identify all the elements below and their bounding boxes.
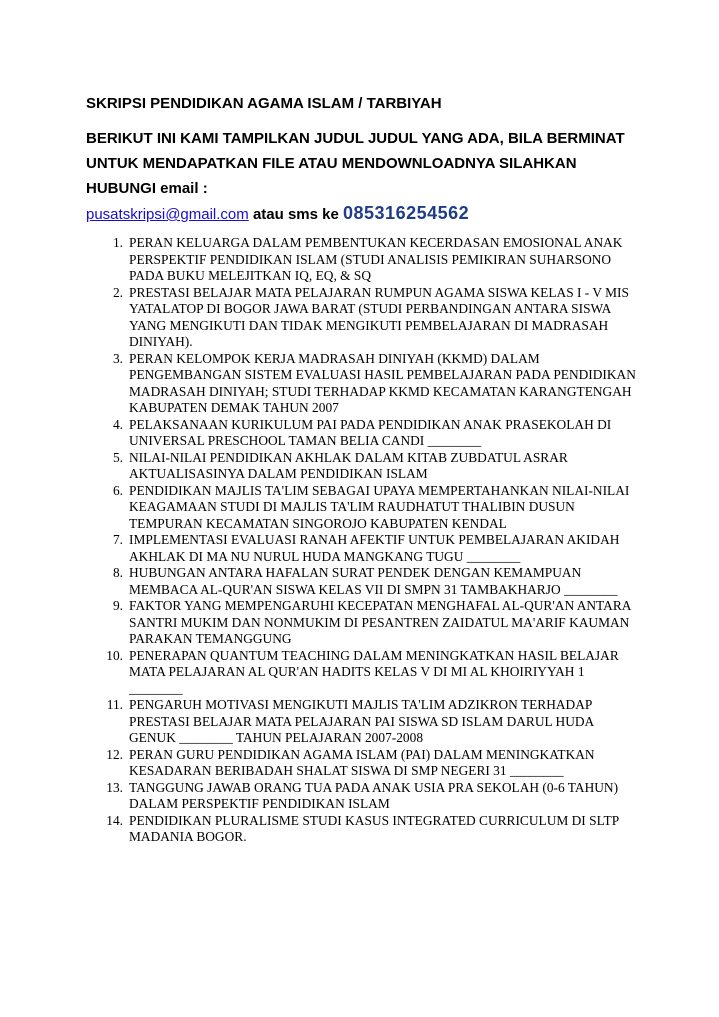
list-item-text: PERAN GURU PENDIDIKAN AGAMA ISLAM (PAI) DALAM MENINGKATKAN KESADARAN BERIBADAH SHALAT SISWA DI SMP NEGERI 31 ________: [129, 746, 595, 778]
intro-connector: atau sms ke: [252, 206, 339, 223]
list-item-text: PERAN KELOMPOK KERJA MADRASAH DINIYAH (KKMD) DALAM PENGEMBANGAN SISTEM EVALUASI HASIL PEMBELAJARAN PADA PENDIDIKAN MADRASAH DINIYAH; STUDI TERHADAP KKMD KECAMATAN KARANGTENGAH KABUPATEN DEMAK TAHUN 2007: [129, 350, 636, 415]
list-item: [86, 483, 636, 533]
list-item-number: 9.: [112, 598, 123, 613]
list-item-number: 5.: [112, 449, 123, 465]
list-item: [86, 697, 636, 747]
intro-text: BERIKUT INI KAMI TAMPILKAN JUDUL JUDUL YANG ADA, BILA BERMINAT UNTUK MENDAPATKAN FILE ATAU MENDOWNLOADNYA SILAHKAN HUBUNGI email :: [86, 130, 625, 197]
list-item-number: 12.: [106, 746, 123, 762]
list-item-text: PELAKSANAAN KURIKULUM PAI PADA PENDIDIKAN ANAK PRASEKOLAH DI UNIVERSAL PRESCHOOL TAMAN BELIA CANDI ________: [129, 416, 612, 448]
list-item: [86, 598, 636, 648]
list-item-number: 6.: [112, 482, 123, 498]
list-item: [86, 285, 636, 351]
list-item-text: FAKTOR YANG MEMPENGARUHI KECEPATAN MENGHAFAL AL-QUR'AN ANTARA SANTRI MUKIM DAN NONMUKIM DI PESANTREN ZAIDATUL MA'ARIF KAUMAN PARAKAN TEMANGGUNG: [129, 598, 631, 646]
list-item-text: PERAN KELUARGA DALAM PEMBENTUKAN KECERDASAN EMOSIONAL ANAK PERSPEKTIF PENDIDIKAN ISLAM (STUDI ANALISIS PEMIKIRAN SUHARSONO PADA BUKU MELEJITKAN IQ, EQ, & SQ: [129, 235, 623, 283]
list-item: [86, 450, 636, 483]
list-item-number: 10.: [106, 647, 123, 663]
list-item-text: NILAI-NILAI PENDIDIKAN AKHLAK DALAM KITAB ZUBDATUL ASRAR AKTUALISASINYA DALAM PENDIDIKAN ISLAM: [129, 449, 568, 481]
list-item: [86, 813, 636, 846]
list-item: [86, 565, 636, 598]
phone-number: 085316254562: [343, 203, 470, 223]
list-item-number: 13.: [106, 779, 123, 795]
list-item-number: 3.: [112, 350, 123, 366]
list-item-text: PENGARUH MOTIVASI MENGIKUTI MAJLIS TA'LIM ADZIKRON TERHADAP PRESTASI BELAJAR MATA PELAJARAN PAI SISWA SD ISLAM DARUL HUDA GENUK ________ TAHUN PELAJARAN 2007-2008: [129, 697, 594, 745]
list-item: [86, 532, 636, 565]
list-item-number: 4.: [112, 416, 123, 432]
list-item-text: PENERAPAN QUANTUM TEACHING DALAM MENINGKATKAN HASIL BELAJAR MATA PELAJARAN AL QUR'AN HADITS KELAS V DI MI AL KHOIRIYYAH 1 ________: [129, 647, 619, 696]
list-item: [86, 648, 636, 698]
list-item-number: 2.: [112, 284, 123, 300]
list-item-number: 1.: [112, 235, 123, 250]
list-item-text: PENDIDIKAN MAJLIS TA'LIM SEBAGAI UPAYA MEMPERTAHANKAN NILAI-NILAI KEAGAMAAN STUDI DI MAJLIS TA'LIM RAUDHATUT THALIBIN DUSUN TEMPURAN KECAMATAN SINGOROJO KABUPATEN KENDAL: [129, 482, 630, 531]
intro-paragraph: [86, 126, 646, 227]
list-item: [86, 235, 636, 285]
list-item-number: 11.: [106, 697, 123, 712]
list-item-text: PRESTASI BELAJAR MATA PELAJARAN RUMPUN AGAMA SISWA KELAS I - V MIS YATALATOP DI BOGOR JAWA BARAT (STUDI PERBANDINGAN ANTARA SISWA YANG MENGIKUTI DAN TIDAK MENGIKUTI PEMBELAJARAN DI MADRASAH DINIYAH).: [129, 284, 629, 349]
list-item: [86, 747, 636, 780]
thesis-title-list: [86, 235, 636, 846]
list-item-text: PENDIDIKAN PLURALISME STUDI KASUS INTEGRATED CURRICULUM DI SLTP MADANIA BOGOR.: [129, 812, 619, 844]
list-item-text: HUBUNGAN ANTARA HAFALAN SURAT PENDEK DENGAN KEMAMPUAN MEMBACA AL-QUR'AN SISWA KELAS VII DI SMPN 31 TAMBAKHARJO ________: [129, 565, 618, 597]
list-item-text: IMPLEMENTASI EVALUASI RANAH AFEKTIF UNTUK PEMBELAJARAN AKIDAH AKHLAK DI MA NU NURUL HUDA MANGKANG TUGU ________: [129, 532, 620, 564]
list-item: [86, 417, 636, 450]
list-item-number: 8.: [112, 565, 123, 580]
list-item-text: TANGGUNG JAWAB ORANG TUA PADA ANAK USIA PRA SEKOLAH (0-6 TAHUN) DALAM PERSPEKTIF PENDIDIKAN ISLAM: [129, 779, 619, 811]
list-item: [86, 351, 636, 417]
list-item-number: 14.: [106, 812, 123, 828]
list-item: [86, 780, 636, 813]
email-link[interactable]: pusatskripsi@gmail.com: [86, 206, 249, 223]
list-item-number: 7.: [112, 532, 123, 547]
page-title: SKRIPSI PENDIDIKAN AGAMA ISLAM / TARBIYAH: [86, 95, 442, 112]
